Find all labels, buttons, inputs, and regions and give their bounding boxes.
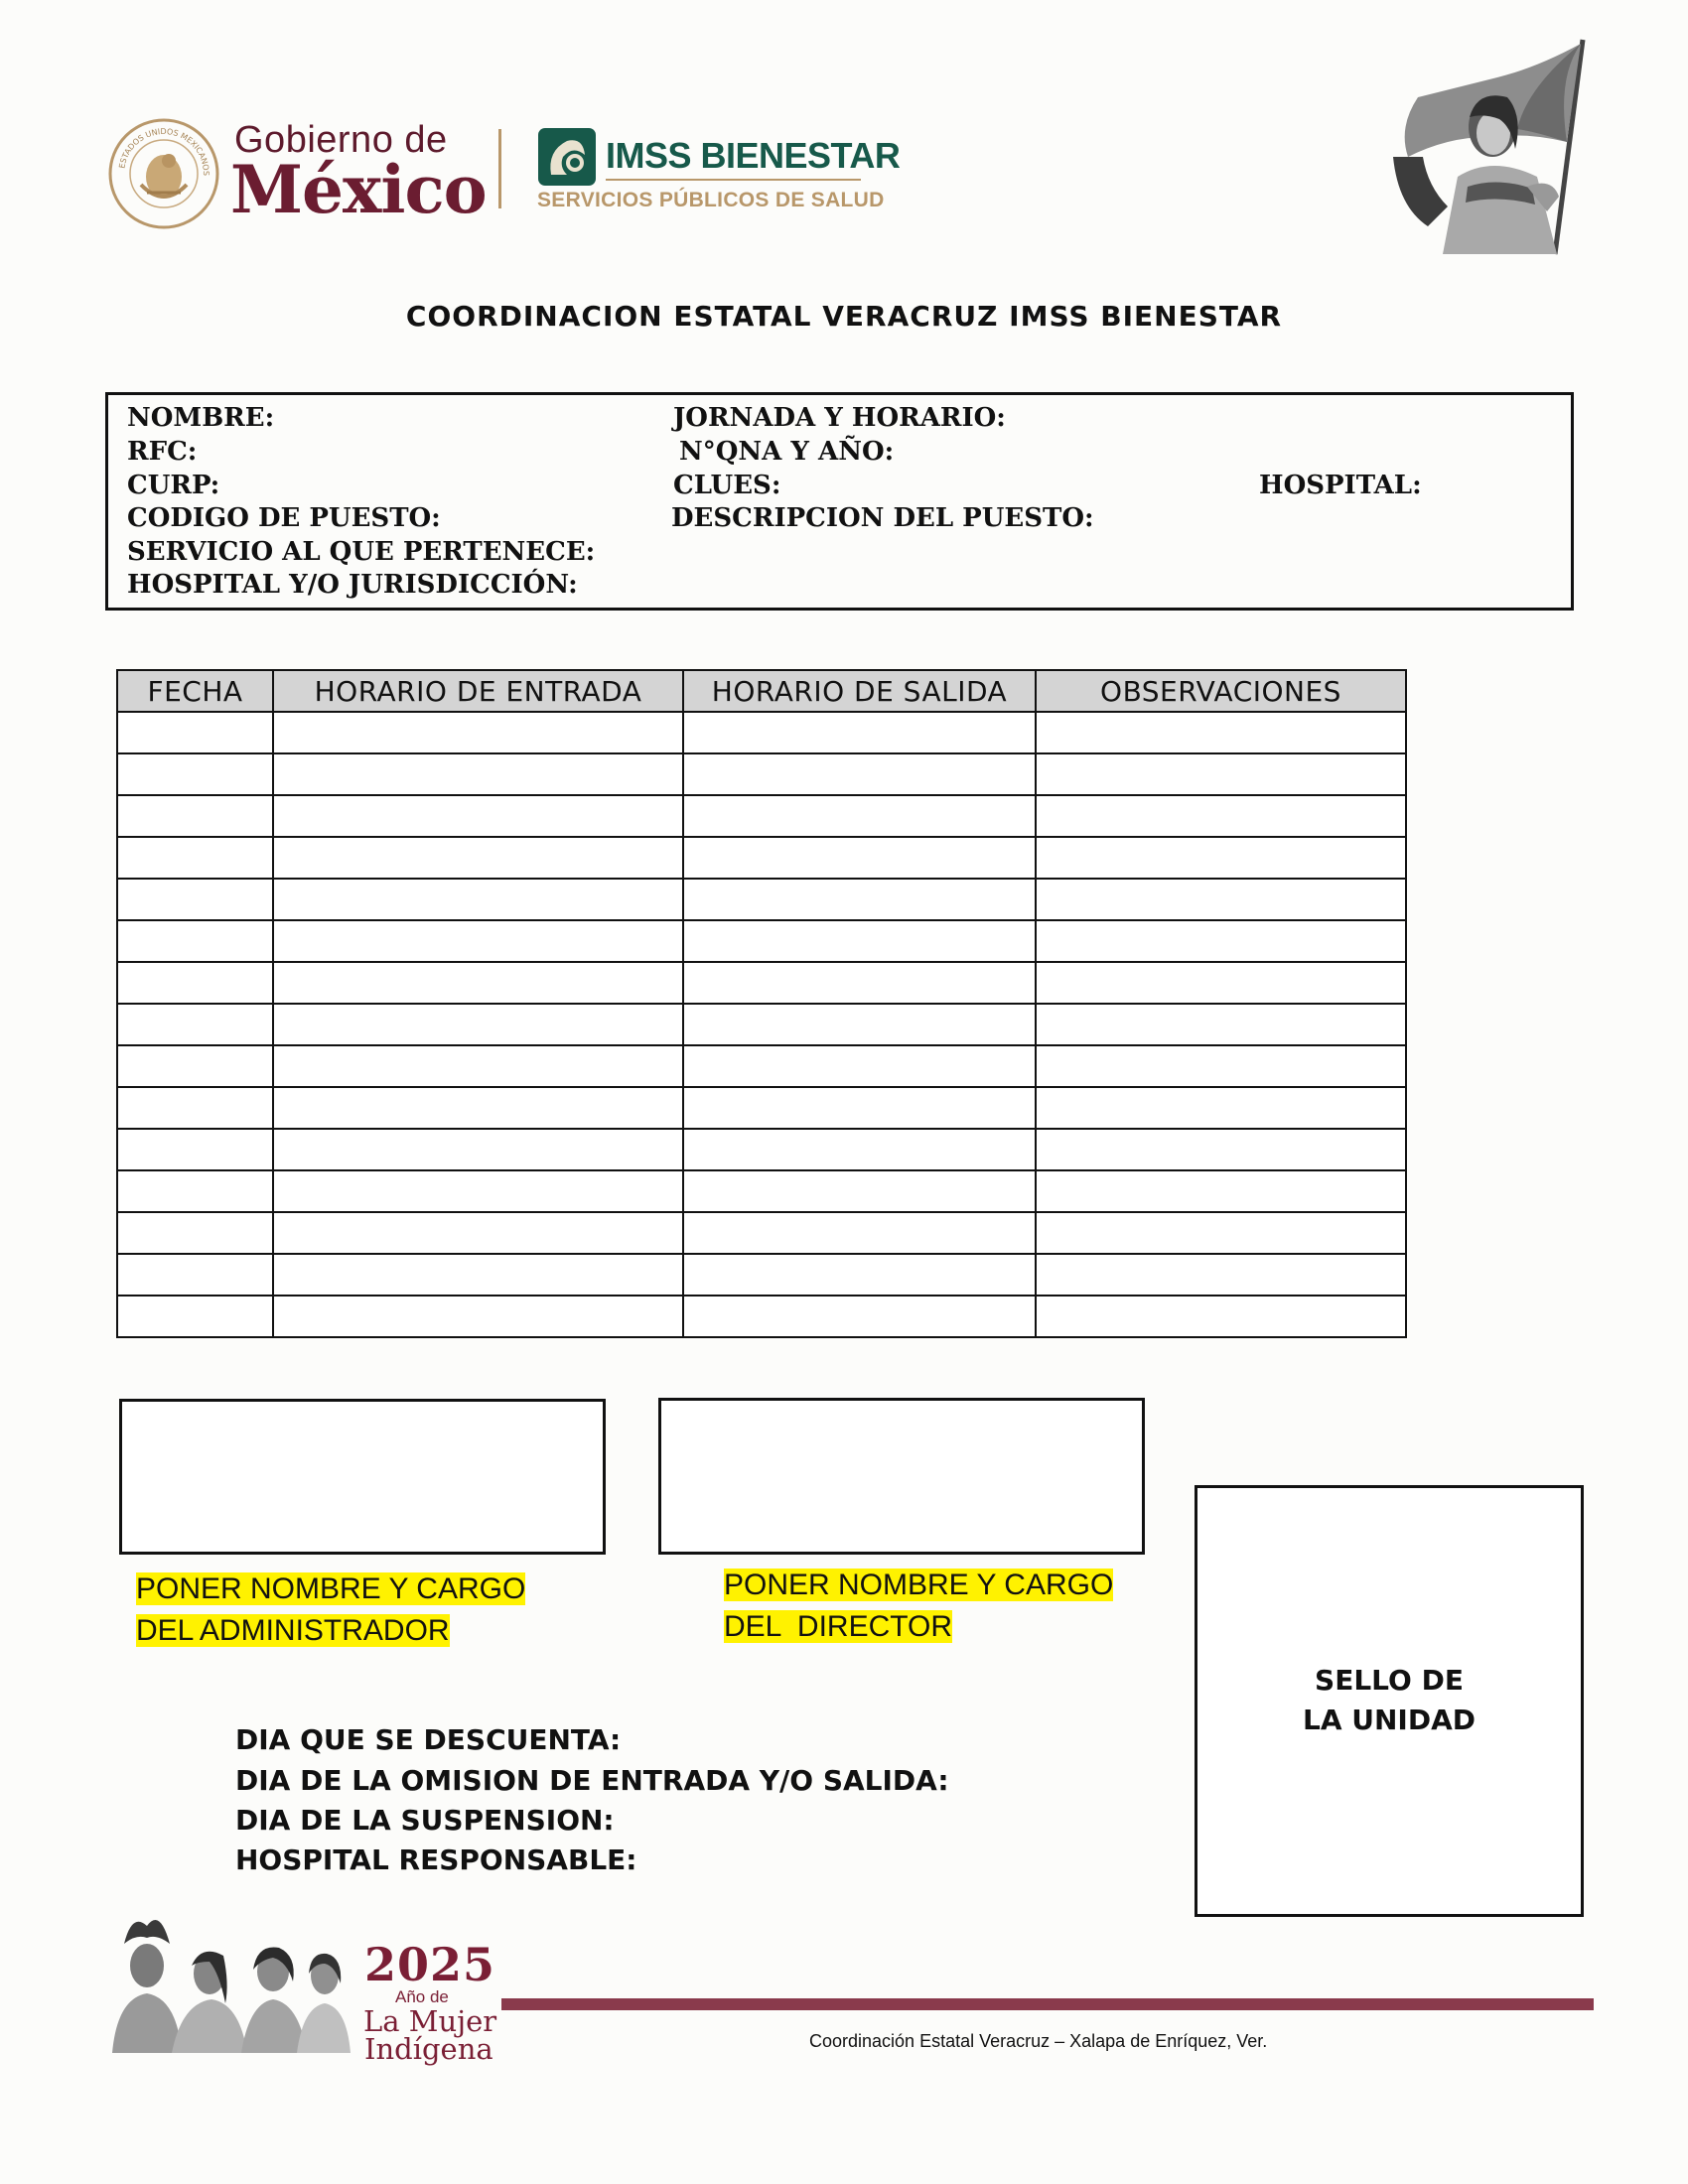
label-nombre: NOMBRE: <box>127 403 275 433</box>
table-cell[interactable] <box>117 1170 273 1212</box>
table-cell[interactable] <box>273 753 683 795</box>
administrator-signature-box[interactable] <box>119 1399 606 1555</box>
table-cell[interactable] <box>1036 795 1406 837</box>
table-cell[interactable] <box>1036 1170 1406 1212</box>
footer-rule <box>501 1998 1594 2010</box>
column-header-fecha: FECHA <box>117 670 273 712</box>
year-ano-de: Año de <box>395 1987 449 2006</box>
table-cell[interactable] <box>683 1129 1036 1170</box>
table-cell[interactable] <box>1036 712 1406 753</box>
table-cell[interactable] <box>683 1170 1036 1212</box>
table-cell[interactable] <box>117 795 273 837</box>
table-cell[interactable] <box>273 837 683 879</box>
year-indigena: Indígena <box>364 2032 493 2066</box>
label-dia-descuenta: DIA QUE SE DESCUENTA: <box>235 1723 622 1756</box>
footer-address: Coordinación Estatal Veracruz – Xalapa de Enríquez, Ver. <box>809 2031 1268 2051</box>
table-row <box>117 1045 1406 1087</box>
imss-underline <box>606 179 861 181</box>
unit-seal-caption-line1: SELLO DE <box>1315 1664 1464 1697</box>
table-cell[interactable] <box>1036 962 1406 1004</box>
table-cell[interactable] <box>273 1129 683 1170</box>
table-cell[interactable] <box>117 1254 273 1296</box>
table-cell[interactable] <box>273 1087 683 1129</box>
table-cell[interactable] <box>273 1254 683 1296</box>
label-descripcion-puesto: DESCRIPCION DEL PUESTO: <box>671 503 1094 533</box>
table-row <box>117 753 1406 795</box>
table-cell[interactable] <box>117 712 273 753</box>
table-row <box>117 920 1406 962</box>
table-row <box>117 962 1406 1004</box>
table-cell[interactable] <box>1036 1129 1406 1170</box>
table-cell[interactable] <box>117 1004 273 1045</box>
label-clues: CLUES: <box>673 471 781 500</box>
table-cell[interactable] <box>273 1170 683 1212</box>
table-cell[interactable] <box>117 1212 273 1254</box>
table-cell[interactable] <box>273 879 683 920</box>
table-cell[interactable] <box>683 1045 1036 1087</box>
administrator-caption <box>136 1569 525 1652</box>
table-body <box>117 712 1406 1337</box>
table-row <box>117 1087 1406 1129</box>
year-2025: 2025 <box>364 1938 496 1991</box>
label-dia-omision: DIA DE LA OMISION DE ENTRADA Y/O SALIDA: <box>235 1764 949 1797</box>
table-cell[interactable] <box>117 1045 273 1087</box>
table-cell[interactable] <box>683 795 1036 837</box>
table-cell[interactable] <box>1036 1004 1406 1045</box>
government-name-line2: México <box>230 151 487 228</box>
table-cell[interactable] <box>117 879 273 920</box>
table-cell[interactable] <box>683 879 1036 920</box>
national-seal-icon <box>107 117 220 230</box>
imss-subtitle: SERVICIOS PÚBLICOS DE SALUD <box>537 189 885 211</box>
table-cell[interactable] <box>117 1296 273 1337</box>
table-cell[interactable] <box>683 1212 1036 1254</box>
label-hospital-jurisdiccion: HOSPITAL Y/O JURISDICCIÓN: <box>127 570 578 600</box>
table-row <box>117 1170 1406 1212</box>
table-cell[interactable] <box>273 962 683 1004</box>
table-cell[interactable] <box>273 712 683 753</box>
imss-bienestar-logo-icon <box>537 127 597 187</box>
table-cell[interactable] <box>117 962 273 1004</box>
table-row <box>117 1212 1406 1254</box>
table-cell[interactable] <box>683 712 1036 753</box>
table-cell[interactable] <box>273 1004 683 1045</box>
column-header-horario-entrada: HORARIO DE ENTRADA <box>273 670 683 712</box>
table-cell[interactable] <box>117 753 273 795</box>
government-name-line1: Gobierno de <box>234 119 448 161</box>
table-row <box>117 1004 1406 1045</box>
administrator-caption-line2: DEL ADMINISTRADOR <box>136 1614 450 1647</box>
table-cell[interactable] <box>1036 753 1406 795</box>
table-row <box>117 1129 1406 1170</box>
label-qna-ano: N°QNA Y AÑO: <box>679 437 895 467</box>
unit-seal-caption <box>1195 1661 1584 1740</box>
label-hospital-responsable: HOSPITAL RESPONSABLE: <box>235 1843 637 1876</box>
director-caption-line2: DEL DIRECTOR <box>724 1610 953 1643</box>
table-cell[interactable] <box>1036 920 1406 962</box>
year-la-mujer: La Mujer <box>363 2004 497 2038</box>
table-cell[interactable] <box>1036 1212 1406 1254</box>
table-cell[interactable] <box>117 1087 273 1129</box>
document-title: COORDINACION ESTATAL VERACRUZ IMSS BIENESTAR <box>405 300 1283 333</box>
director-signature-box[interactable] <box>658 1398 1145 1555</box>
table-cell[interactable] <box>1036 837 1406 879</box>
label-hospital: HOSPITAL: <box>1259 471 1422 500</box>
logo-divider <box>498 129 501 208</box>
table-cell[interactable] <box>683 753 1036 795</box>
director-caption-line1: PONER NOMBRE Y CARGO <box>724 1569 1114 1601</box>
attendance-table <box>116 669 1407 1338</box>
table-cell[interactable] <box>683 837 1036 879</box>
unit-seal-caption-line2: LA UNIDAD <box>1302 1704 1476 1736</box>
table-cell[interactable] <box>117 837 273 879</box>
label-dia-suspension: DIA DE LA SUSPENSION: <box>235 1804 615 1837</box>
label-servicio: SERVICIO AL QUE PERTENECE: <box>127 537 596 567</box>
table-cell[interactable] <box>273 1212 683 1254</box>
table-header-row <box>117 670 1406 712</box>
table-cell[interactable] <box>273 1045 683 1087</box>
table-cell[interactable] <box>1036 879 1406 920</box>
svg-text:ESTADOS UNIDOS MEXICANOS: ESTADOS UNIDOS MEXICANOS <box>117 126 211 177</box>
table-cell[interactable] <box>1036 1087 1406 1129</box>
label-rfc: RFC: <box>127 437 198 467</box>
label-curp: CURP: <box>127 471 220 500</box>
director-caption <box>724 1565 1113 1648</box>
table-cell[interactable] <box>683 1087 1036 1129</box>
table-cell[interactable] <box>683 1254 1036 1296</box>
table-row <box>117 837 1406 879</box>
table-cell[interactable] <box>683 920 1036 962</box>
table-row <box>117 1254 1406 1296</box>
table-cell[interactable] <box>683 1004 1036 1045</box>
table-cell[interactable] <box>273 795 683 837</box>
table-row <box>117 712 1406 753</box>
label-jornada-horario: JORNADA Y HORARIO: <box>673 403 1006 433</box>
table-cell[interactable] <box>117 1129 273 1170</box>
table-cell[interactable] <box>1036 1045 1406 1087</box>
column-header-observaciones: OBSERVACIONES <box>1036 670 1406 712</box>
table-cell[interactable] <box>1036 1296 1406 1337</box>
table-cell[interactable] <box>273 1296 683 1337</box>
table-cell[interactable] <box>683 1296 1036 1337</box>
heroine-with-flag-illustration <box>1388 38 1602 256</box>
table-row <box>117 1296 1406 1337</box>
table-cell[interactable] <box>1036 1254 1406 1296</box>
table-cell[interactable] <box>683 962 1036 1004</box>
imss-bienestar-name: IMSS BIENESTAR <box>606 135 901 176</box>
indigenous-women-illustration <box>102 1904 351 2053</box>
label-codigo-puesto: CODIGO DE PUESTO: <box>127 503 441 533</box>
column-header-horario-salida: HORARIO DE SALIDA <box>683 670 1036 712</box>
table-row <box>117 795 1406 837</box>
table-cell[interactable] <box>117 920 273 962</box>
administrator-caption-line1: PONER NOMBRE Y CARGO <box>136 1572 526 1605</box>
table-row <box>117 879 1406 920</box>
table-cell[interactable] <box>273 920 683 962</box>
